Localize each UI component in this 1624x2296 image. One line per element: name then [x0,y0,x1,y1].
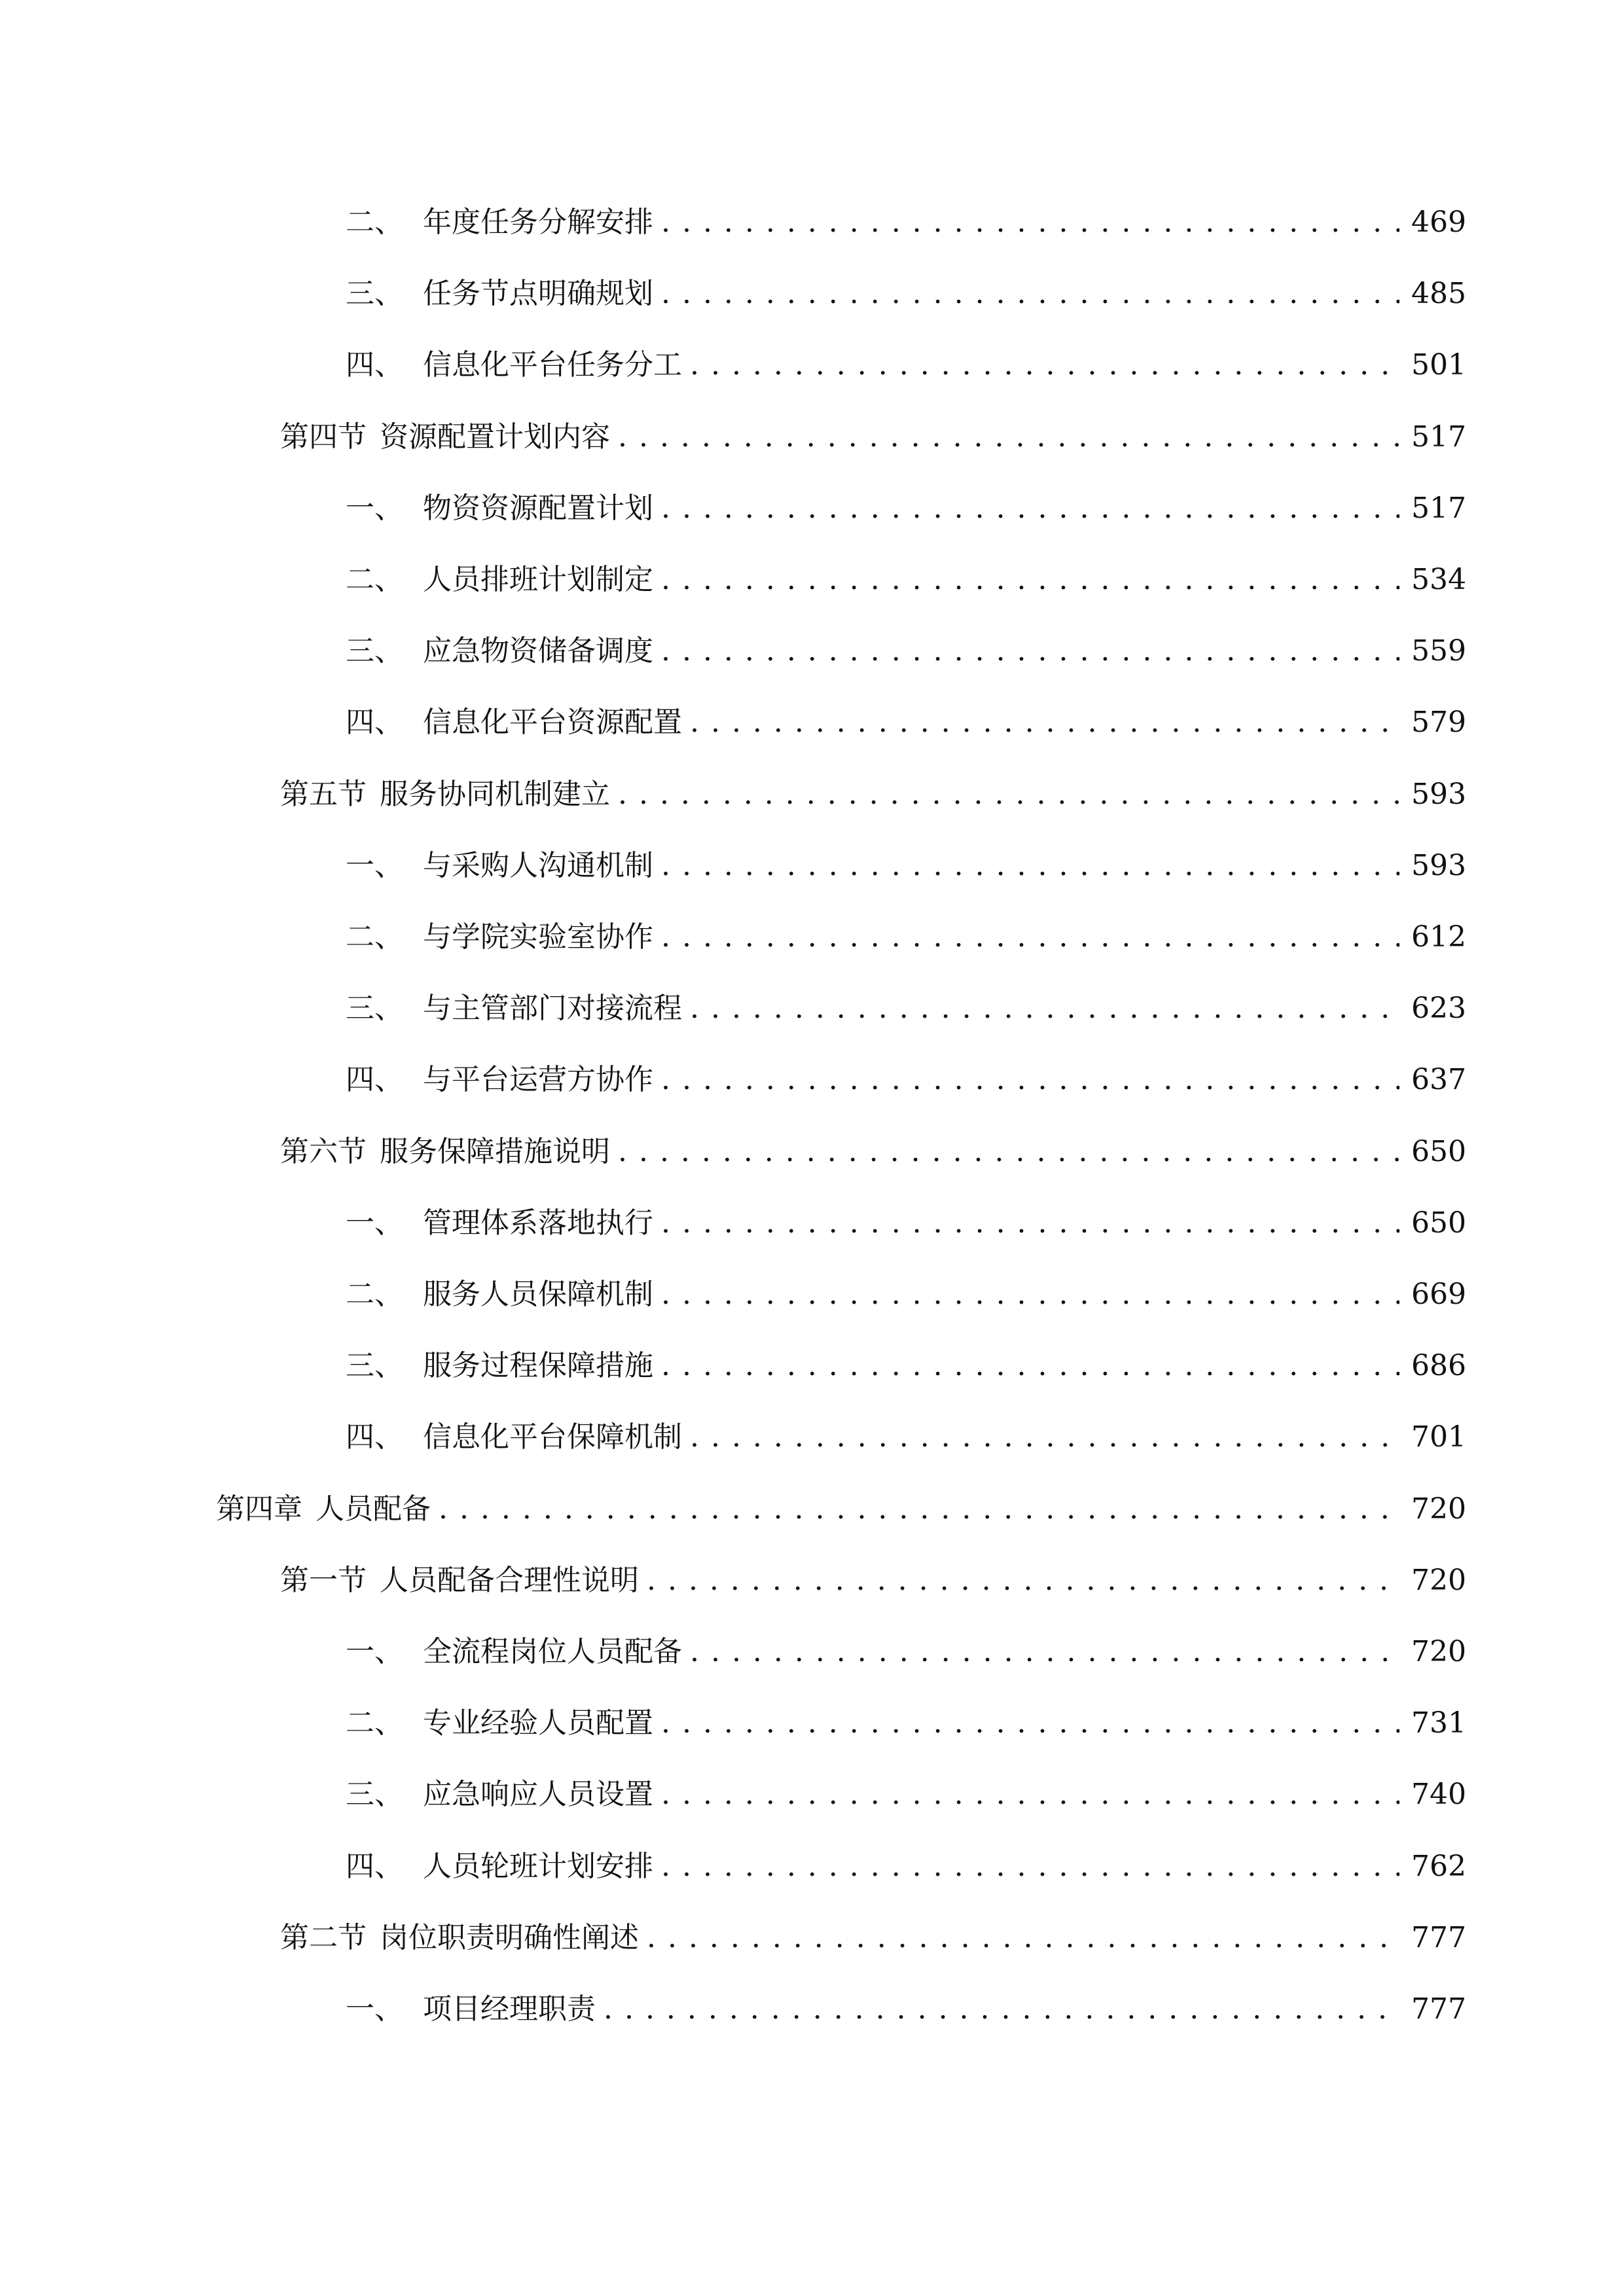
toc-entry-page-number: 762 [1411,1849,1466,1883]
toc-dot-leader [661,632,1399,671]
toc-entry-title: 年度任务分解安排 [423,206,653,239]
toc-entry-page-number: 593 [1411,848,1466,882]
toc-entry-title: 岗位职责明确性阐述 [380,1920,639,1954]
toc-entry-number: 三、 [346,1778,403,1812]
toc-dot-leader [661,1275,1399,1314]
toc-entry-title: 应急物资储备调度 [423,634,653,668]
toc-entry[interactable] [0,1548,1624,1600]
toc-entry-page-number: 559 [1411,634,1466,668]
toc-entry-title: 信息化平台任务分工 [423,348,682,382]
toc-dot-leader [690,703,1399,742]
toc-dot-leader [661,1060,1399,1100]
toc-entry-page-number: 650 [1411,1134,1466,1168]
toc-entry-number: 第一节 [280,1563,367,1597]
toc-entry-title: 信息化平台资源配置 [423,706,682,740]
toc-entry[interactable] [0,1977,1624,2029]
toc-entry-number: 第四节 [280,420,367,454]
toc-entry-number: 二、 [346,1706,403,1740]
toc-entry-number: 二、 [346,920,403,954]
toc-entry-number: 第四章 [216,1492,302,1526]
toc-dot-leader [661,1346,1399,1386]
toc-entry-page-number: 650 [1411,1206,1466,1240]
toc-entry-title: 人员轮班计划安排 [423,1849,653,1883]
toc-entry[interactable] [0,976,1624,1028]
toc-entry-number: 第二节 [280,1920,367,1954]
toc-dot-leader [690,989,1399,1028]
toc-entry-number: 二、 [346,1278,403,1311]
toc-entry[interactable] [0,476,1624,528]
toc-dot-leader [661,1704,1399,1743]
toc-entry-title: 人员排班计划制定 [423,563,653,596]
toc-entry-title: 服务过程保障措施 [423,1349,653,1383]
toc-entry[interactable] [0,1047,1624,1100]
toc-entry-title: 管理体系落地执行 [423,1206,653,1240]
toc-entry-title: 项目经理职责 [423,1992,596,2026]
toc-entry-page-number: 777 [1411,1992,1466,2026]
toc-dot-leader [661,918,1399,957]
toc-entry[interactable] [0,261,1624,314]
toc-entry-number: 一、 [346,1206,403,1240]
toc-entry-page-number: 593 [1411,777,1466,811]
toc-entry[interactable] [0,762,1624,814]
toc-dot-leader [647,1918,1399,1958]
toc-entry-page-number: 612 [1411,920,1466,954]
toc-entry-title: 与采购人沟通机制 [423,848,653,882]
toc-entry-page-number: 501 [1411,348,1466,382]
toc-entry-page-number: 469 [1411,206,1466,239]
toc-entry-number: 三、 [346,992,403,1026]
toc-entry-title: 信息化平台保障机制 [423,1420,682,1454]
toc-dot-leader [661,203,1399,242]
toc-entry-title: 与主管部门对接流程 [423,992,682,1026]
toc-entry-page-number: 720 [1411,1635,1466,1668]
toc-entry-page-number: 686 [1411,1349,1466,1383]
toc-entry[interactable] [0,619,1624,671]
toc-entry-number: 三、 [346,1349,403,1383]
toc-entry-number: 第五节 [280,777,367,811]
toc-dot-leader [661,489,1399,528]
toc-entry-page-number: 485 [1411,277,1466,311]
toc-entry-page-number: 534 [1411,563,1466,596]
toc-dot-leader [661,1847,1399,1886]
toc-entry-page-number: 720 [1411,1563,1466,1597]
toc-entry-page-number: 731 [1411,1706,1466,1740]
toc-entry[interactable] [0,1762,1624,1814]
toc-entry-number: 四、 [346,706,403,740]
toc-entry-number: 四、 [346,1063,403,1097]
toc-dot-leader [618,775,1399,814]
toc-entry-number: 一、 [346,848,403,882]
toc-entry[interactable] [0,332,1624,385]
toc-entry[interactable] [0,1834,1624,1886]
toc-entry-page-number: 579 [1411,706,1466,740]
toc-entry[interactable] [0,547,1624,600]
toc-entry-title: 服务协同机制建立 [380,777,610,811]
toc-entry-page-number: 623 [1411,992,1466,1026]
toc-entry-page-number: 517 [1411,491,1466,525]
toc-dot-leader [661,846,1399,886]
toc-entry-page-number: 740 [1411,1778,1466,1812]
toc-entry-title: 全流程岗位人员配备 [423,1635,682,1668]
toc-entry-page-number: 669 [1411,1278,1466,1311]
toc-entry-number: 三、 [346,277,403,311]
toc-dot-leader [661,1775,1399,1814]
toc-entry[interactable] [0,1905,1624,1958]
toc-entry-page-number: 701 [1411,1420,1466,1454]
toc-dot-leader [604,1990,1399,2029]
toc-entry-number: 第六节 [280,1134,367,1168]
toc-entry-title: 任务节点明确规划 [423,277,653,311]
toc-entry-page-number: 777 [1411,1920,1466,1954]
toc-entry[interactable] [0,1333,1624,1386]
toc-entry-title: 应急响应人员设置 [423,1778,653,1812]
toc-entry-number: 一、 [346,1992,403,2026]
toc-entry-number: 四、 [346,1849,403,1883]
toc-entry[interactable] [0,1191,1624,1243]
toc-dot-leader [661,1204,1399,1243]
toc-dot-leader [690,346,1399,385]
toc-dot-leader [690,1632,1399,1672]
toc-entry-title: 专业经验人员配置 [423,1706,653,1740]
toc-entry-title: 服务人员保障机制 [423,1278,653,1311]
toc-entry-title: 人员配备合理性说明 [380,1563,639,1597]
toc-entry-number: 四、 [346,348,403,382]
toc-entry-page-number: 637 [1411,1063,1466,1097]
toc-entry[interactable] [0,690,1624,742]
toc-entry-page-number: 517 [1411,420,1466,454]
toc-entry[interactable] [0,190,1624,242]
toc-entry[interactable] [0,1119,1624,1172]
toc-dot-leader [647,1561,1399,1600]
toc-entry-number: 一、 [346,1635,403,1668]
toc-entry[interactable] [0,1691,1624,1743]
toc-entry-page-number: 720 [1411,1492,1466,1526]
toc-entry-number: 四、 [346,1420,403,1454]
toc-dot-leader [618,418,1399,457]
toc-dot-leader [690,1418,1399,1457]
toc-entry-title: 与平台运营方协作 [423,1063,653,1097]
toc-entry-title: 与学院实验室协作 [423,920,653,954]
toc-dot-leader [661,560,1399,600]
toc-entry-number: 二、 [346,206,403,239]
toc-entry-number: 三、 [346,634,403,668]
toc-entry-title: 资源配置计划内容 [380,420,610,454]
toc-entry[interactable] [0,1405,1624,1457]
toc-dot-leader [661,274,1399,314]
toc-entry[interactable] [0,404,1624,457]
toc-entry-number: 二、 [346,563,403,596]
toc-entry[interactable] [0,1619,1624,1672]
toc-entry-title: 物资资源配置计划 [423,491,653,525]
toc-entry-number: 一、 [346,491,403,525]
toc-entry-title: 人员配备 [316,1492,431,1526]
toc-entry[interactable] [0,833,1624,886]
toc-entry[interactable] [0,1262,1624,1314]
toc-entry[interactable] [0,905,1624,957]
toc-entry[interactable] [0,1477,1624,1529]
toc-dot-leader [618,1132,1399,1172]
toc-entry-title: 服务保障措施说明 [380,1134,610,1168]
toc-dot-leader [439,1490,1399,1529]
